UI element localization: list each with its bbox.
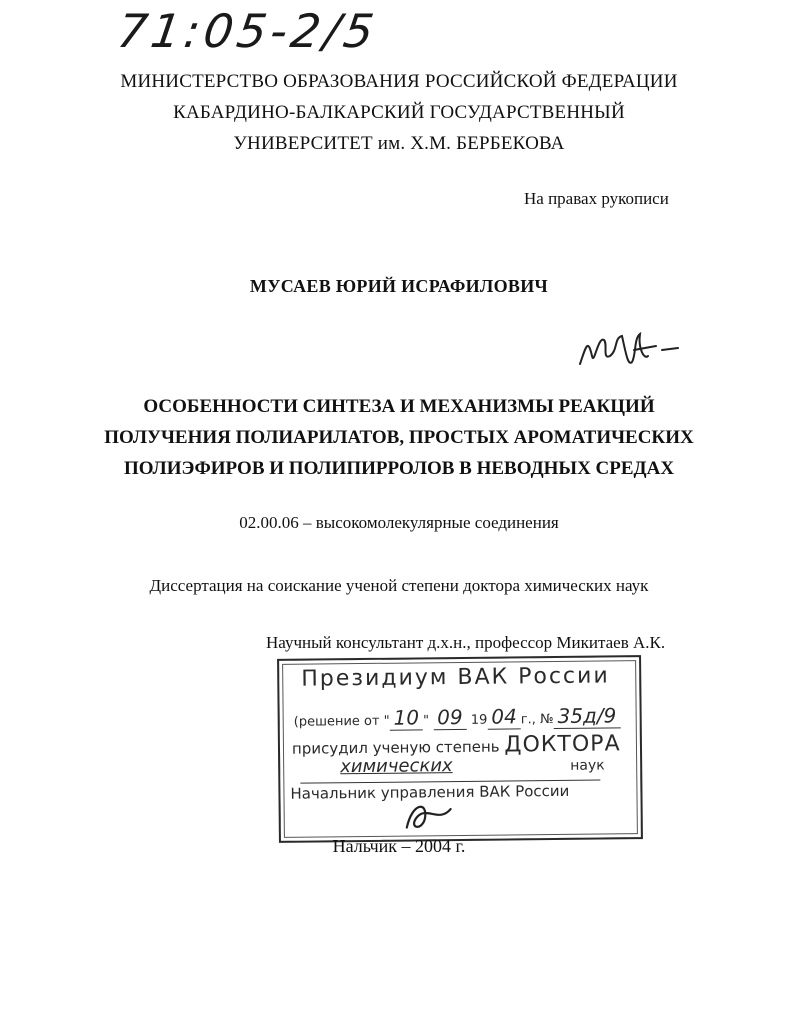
decision-day: 10 (389, 705, 423, 730)
title-line-3: ПОЛИЭФИРОВ И ПОЛИПИРРОЛОВ В НЕВОДНЫХ СРЕДАХ (123, 458, 675, 479)
decision-number: 35д/9 (553, 703, 620, 729)
university-line-2: УНИВЕРСИТЕТ им. Х.М. БЕРБЕКОВА (233, 133, 565, 154)
title-line-2: ПОЛУЧЕНИЯ ПОЛИАРИЛАТОВ, ПРОСТЫХ АРОМАТИЧЕСКИХ (104, 427, 694, 448)
ministry-line: МИНИСТЕРСТВО ОБРАЗОВАНИЯ РОССИЙСКОЙ ФЕДЕРАЦИИ (120, 71, 678, 92)
archive-number: 71:05-2/5 (114, 4, 381, 58)
decision-month: 09 (433, 705, 467, 730)
decision-year-prefix: 19 (470, 712, 488, 728)
stamp-head: Начальник управления ВАК России (290, 781, 570, 803)
dissertation-title (0, 391, 798, 484)
decision-year-suffix: г., № (520, 712, 554, 728)
scientific-consultant: Научный консультант д.х.н., профессор Микитаев А.К. (266, 633, 666, 652)
author-name: МУСАЕВ ЮРИЙ ИСРАФИЛОВИЧ (249, 276, 549, 296)
city-year: Нальчик – 2004 г. (332, 836, 466, 856)
decision-prefix: (решение от " (293, 713, 390, 730)
degree-value: ДОКТОРА (504, 731, 621, 758)
university-line-1: КАБАРДИНО-БАЛКАРСКИЙ ГОСУДАРСТВЕННЫЙ (173, 102, 625, 123)
decision-sep: " (423, 713, 430, 729)
decision-year: 04 (487, 704, 521, 729)
stamp-signature (399, 797, 459, 838)
stamp-decision (294, 703, 621, 730)
degree-statement: Диссертация на соискание ученой степени доктора химических наук (149, 576, 649, 595)
specialty-code: 02.00.06 – высокомолекулярные соединения (239, 513, 559, 532)
author-signature (574, 326, 684, 376)
degree-text: присудил ученую степень (291, 737, 500, 758)
vak-stamp (277, 655, 643, 843)
degree-field: химических (340, 755, 453, 778)
sciences-label: наук (570, 757, 605, 774)
manuscript-rights-note: На правах рукописи (524, 189, 669, 208)
institution-header (0, 66, 798, 159)
title-line-1: ОСОБЕННОСТИ СИНТЕЗА И МЕХАНИЗМЫ РЕАКЦИЙ (143, 396, 655, 417)
stamp-title: Президиум ВАК России (301, 663, 610, 692)
